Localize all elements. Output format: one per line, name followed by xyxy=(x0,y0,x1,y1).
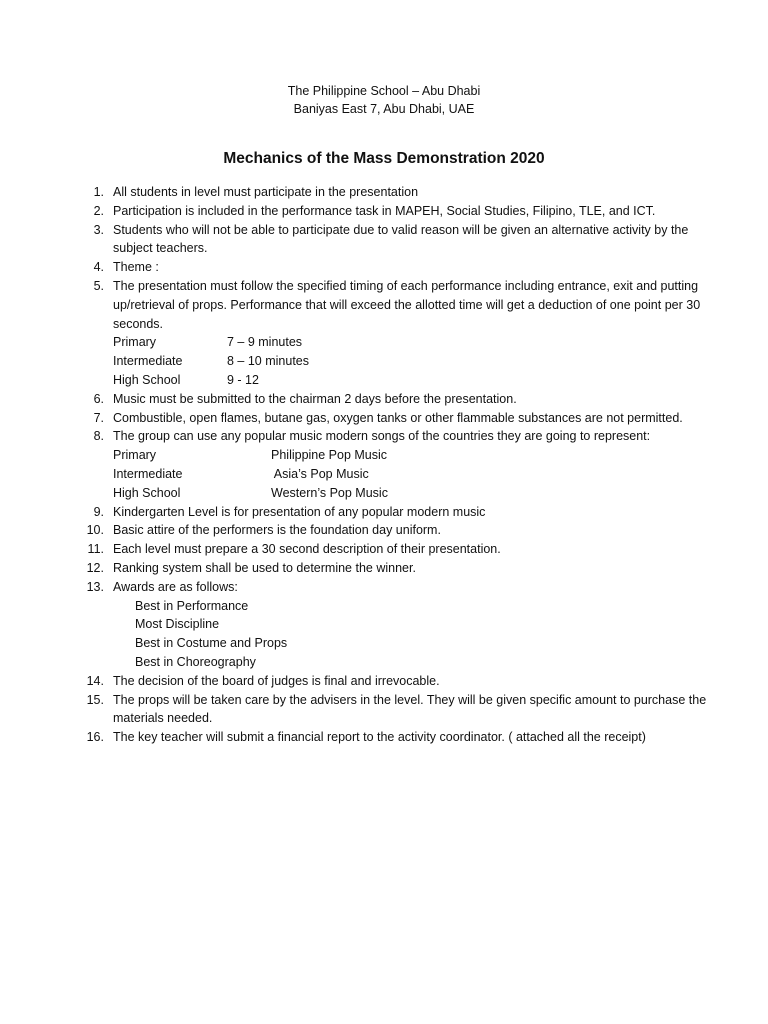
item-number: 9. xyxy=(93,504,104,519)
item-text: Awards are as follows: xyxy=(113,579,238,594)
list-item xyxy=(84,559,724,578)
music-row xyxy=(113,465,724,484)
item-number: 2. xyxy=(93,203,104,218)
level-label: Primary xyxy=(113,335,157,350)
timing-row xyxy=(113,371,724,390)
timing-row xyxy=(113,333,724,352)
item-text: The group can use any popular music modern songs of the countries they are going to represent: xyxy=(113,429,651,444)
item-text: Students who will not be able to participate due to valid reason will be given an alternative activity by the subject teachers. xyxy=(113,222,689,256)
timing-row xyxy=(113,352,724,371)
timing-value: 9 - 12 xyxy=(227,372,259,387)
item-number: 3. xyxy=(93,222,104,237)
school-header xyxy=(0,82,768,118)
list-item xyxy=(84,728,724,747)
level-label: High School xyxy=(113,485,181,500)
item-number: 7. xyxy=(93,410,104,425)
music-row xyxy=(113,446,724,465)
list-item xyxy=(84,258,724,277)
list-item xyxy=(84,540,724,559)
school-address: Baniyas East 7, Abu Dhabi, UAE xyxy=(293,102,475,116)
item-number: 16. xyxy=(86,730,104,745)
list-item xyxy=(84,390,724,409)
list-item xyxy=(84,521,724,540)
award-item: Best in Choreography xyxy=(135,654,256,669)
item-number: 10. xyxy=(86,523,104,538)
music-value: Philippine Pop Music xyxy=(271,448,388,463)
list-item xyxy=(84,409,724,428)
mechanics-list xyxy=(84,183,724,747)
item-text: Ranking system shall be used to determine the winner. xyxy=(113,560,416,575)
level-label: Intermediate xyxy=(113,354,183,369)
award-item: Most Discipline xyxy=(135,617,220,632)
timing-value: 8 – 10 minutes xyxy=(227,354,309,369)
item-text: Basic attire of the performers is the foundation day uniform. xyxy=(113,523,441,538)
item-text: Combustible, open flames, butane gas, oxygen tanks or other flammable substances are not permitted. xyxy=(113,410,683,425)
list-item xyxy=(84,691,724,729)
item-text: The key teacher will submit a financial report to the activity coordinator. ( attached all the receipt) xyxy=(113,730,646,745)
item-number: 13. xyxy=(86,579,104,594)
item-text: The props will be taken care by the advisers in the level. They will be given specific amount to purchase the materials needed. xyxy=(113,692,707,726)
item-text: The decision of the board of judges is final and irrevocable. xyxy=(113,673,440,688)
music-value: Western’s Pop Music xyxy=(271,485,388,500)
music-value: Asia’s Pop Music xyxy=(271,466,369,481)
item-text: Participation is included in the performance task in MAPEH, Social Studies, Filipino, TLE, and ICT. xyxy=(113,203,656,218)
list-item xyxy=(84,578,724,672)
list-item xyxy=(84,221,724,259)
school-name: The Philippine School – Abu Dhabi xyxy=(287,84,481,98)
item-number: 5. xyxy=(93,278,104,293)
list-item xyxy=(84,427,724,502)
level-label: Intermediate xyxy=(113,466,183,481)
level-label: High School xyxy=(113,372,181,387)
music-row xyxy=(113,484,724,503)
item-text: Theme : xyxy=(113,260,159,275)
list-item xyxy=(84,183,724,202)
item-number: 12. xyxy=(86,560,104,575)
timing-value: 7 – 9 minutes xyxy=(227,335,303,350)
list-item xyxy=(84,277,724,390)
item-text: The presentation must follow the specified timing of each performance including entrance, exit and putting up/retrieval of props. Performance that will exceed the allotted time will get a deduction of one point per 30 seconds. xyxy=(113,278,701,331)
item-number: 15. xyxy=(86,692,104,707)
list-item xyxy=(84,503,724,522)
list-item xyxy=(84,672,724,691)
item-text: All students in level must participate in the presentation xyxy=(113,185,419,199)
item-number: 6. xyxy=(93,391,104,406)
item-text: Each level must prepare a 30 second description of their presentation. xyxy=(113,542,501,557)
item-number: 1. xyxy=(93,185,104,199)
award-item: Best in Performance xyxy=(135,598,249,613)
item-number: 11. xyxy=(87,542,104,557)
award-item: Best in Costume and Props xyxy=(135,636,288,651)
item-text: Kindergarten Level is for presentation of any popular modern music xyxy=(113,504,486,519)
item-number: 14. xyxy=(86,673,104,688)
item-number: 8. xyxy=(93,429,104,444)
list-item xyxy=(84,202,724,221)
item-number: 4. xyxy=(93,260,104,275)
document-title: Mechanics of the Mass Demonstration 2020 xyxy=(223,150,545,167)
level-label: Primary xyxy=(113,448,157,463)
item-text: Music must be submitted to the chairman 2 days before the presentation. xyxy=(113,391,517,406)
